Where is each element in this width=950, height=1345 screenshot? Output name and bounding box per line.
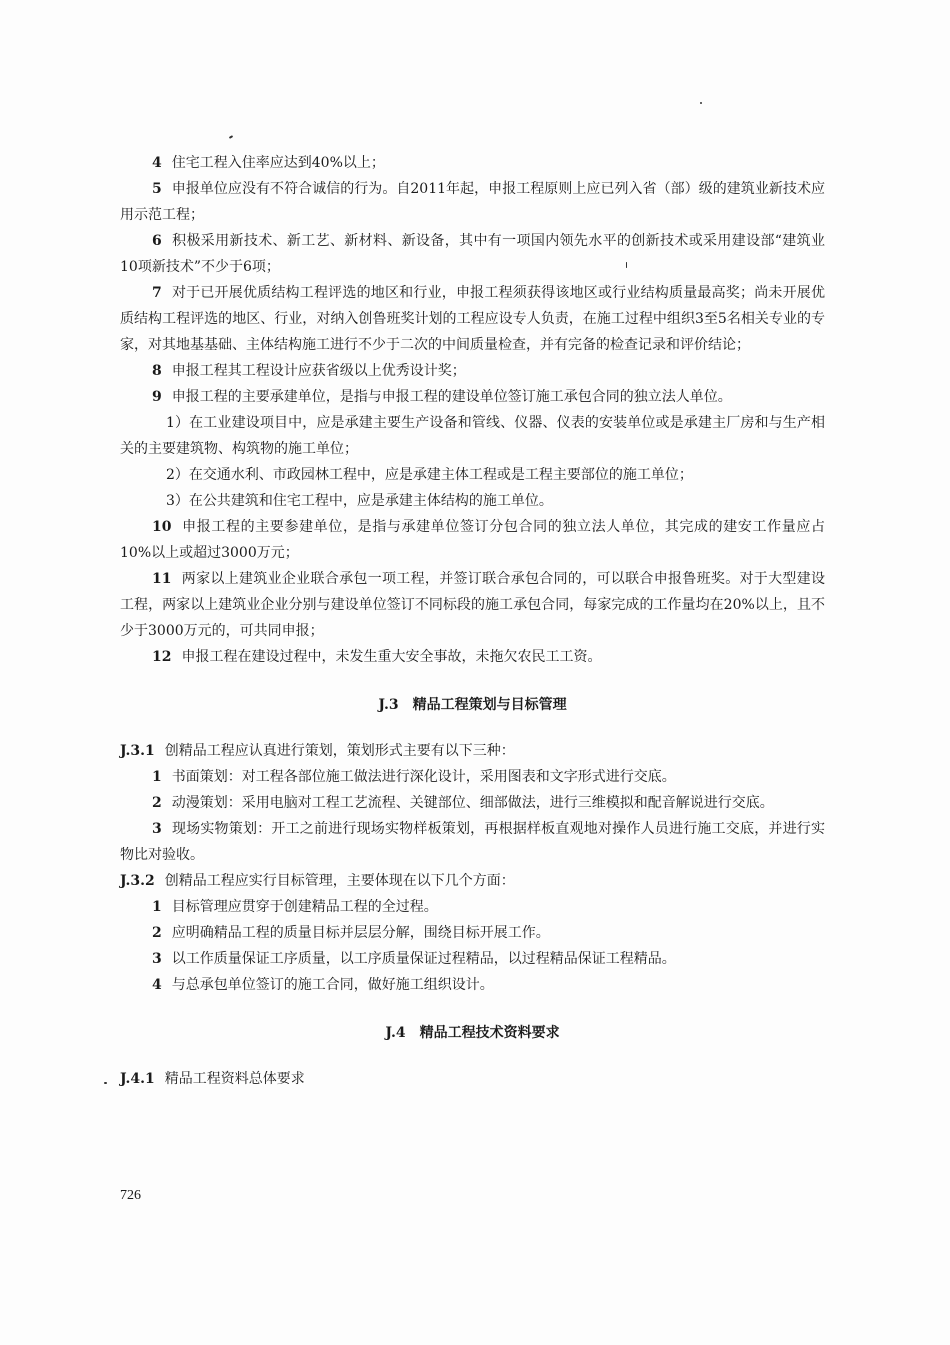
list-item: 12 申报工程在建设过程中，未发生重大安全事故，未拖欠农民工工资。 [152,649,602,665]
list-item: 6 积极采用新技术、新工艺、新材料、新设备，其中有一项国内领先水平的创新技术或采用建设部“建筑业10项新技术”不少于6项； [120,233,825,275]
list-item: 1 目标管理应贯穿于创建精品工程的全过程。 [152,899,438,915]
list-item: 9 申报工程的主要承建单位，是指与申报工程的建设单位签订施工承包合同的独立法人单位。 [152,389,732,405]
section-title: 精品工程技术资料要求 [419,1025,560,1041]
scan-speck [229,135,233,139]
scan-speck [104,1082,107,1084]
list-item: 2 应明确精品工程的质量目标并层层分解，围绕目标开展工作。 [152,925,550,941]
sub-list-item: 1）在工业建设项目中，应是承建主要生产设备和管线、仪器、仪表的安装单位或是承建主厂房和与生产相关的主要建筑物、构筑物的施工单位； [120,415,825,457]
clause: J.4.1 精品工程资料总体要求 [120,1071,305,1087]
section-number: J.3 [378,697,399,713]
document-body [120,150,825,1092]
clause: J.3.1 创精品工程应认真进行策划，策划形式主要有以下三种： [120,743,515,759]
section-heading-j4 [120,1020,825,1046]
scan-speck [700,102,702,104]
list-item: 3 以工作质量保证工序质量，以工序质量保证过程精品，以过程精品保证工程精品。 [152,951,676,967]
section-heading-j3 [120,692,825,718]
list-item: 8 申报工程其工程设计应获省级以上优秀设计奖； [152,363,466,379]
clause: J.3.2 创精品工程应实行目标管理，主要体现在以下几个方面： [120,873,515,889]
list-item: 1 书面策划：对工程各部位施工做法进行深化设计，采用图表和文字形式进行交底。 [152,769,676,785]
list-item: 4 与总承包单位签订的施工合同，做好施工组织设计。 [152,977,494,993]
list-item: 7 对于已开展优质结构工程评选的地区和行业，申报工程须获得该地区或行业结构质量最高奖；尚未开展优质结构工程评选的地区、行业，对纳入创鲁班奖计划的工程应设专人负责，在施工过程中组织3至5名相关专业的专家，对其地基基础、主体结构施工进行不少于二次的中间质量检查，并有完备的检查记录和评价结论； [120,285,825,353]
section-title: 精品工程策划与目标管理 [412,697,567,713]
list-item: 5 申报单位应没有不符合诚信的行为。自2011年起，申报工程原则上应已列入省（部）级的建筑业新技术应用示范工程； [120,181,825,223]
list-item: 11 两家以上建筑业企业联合承包一项工程，并签订联合承包合同的，可以联合申报鲁班奖。对于大型建设工程，两家以上建筑业企业分别与建设单位签订不同标段的施工承包合同，每家完成的工作量均在20%以上，且不少于3000万元的，可共同申报； [120,571,825,639]
sub-list-item: 3）在公共建筑和住宅工程中，应是承建主体结构的施工单位。 [166,493,553,509]
section-number: J.4 [385,1025,406,1041]
list-item: 3 现场实物策划：开工之前进行现场实物样板策划，再根据样板直观地对操作人员进行施工交底，并进行实物比对验收。 [120,821,825,863]
list-item: 10 申报工程的主要参建单位，是指与承建单位签订分包合同的独立法人单位，其完成的建安工作量应占10%以上或超过3000万元； [120,519,825,561]
page-number: 726 [120,1188,141,1203]
sub-list-item: 2）在交通水利、市政园林工程中，应是承建主体工程或是工程主要部位的施工单位； [166,467,693,483]
list-item: 4 住宅工程入住率应达到40%以上； [152,155,385,171]
list-item: 2 动漫策划：采用电脑对工程工艺流程、关键部位、细部做法，进行三维模拟和配音解说进行交底。 [152,795,774,811]
